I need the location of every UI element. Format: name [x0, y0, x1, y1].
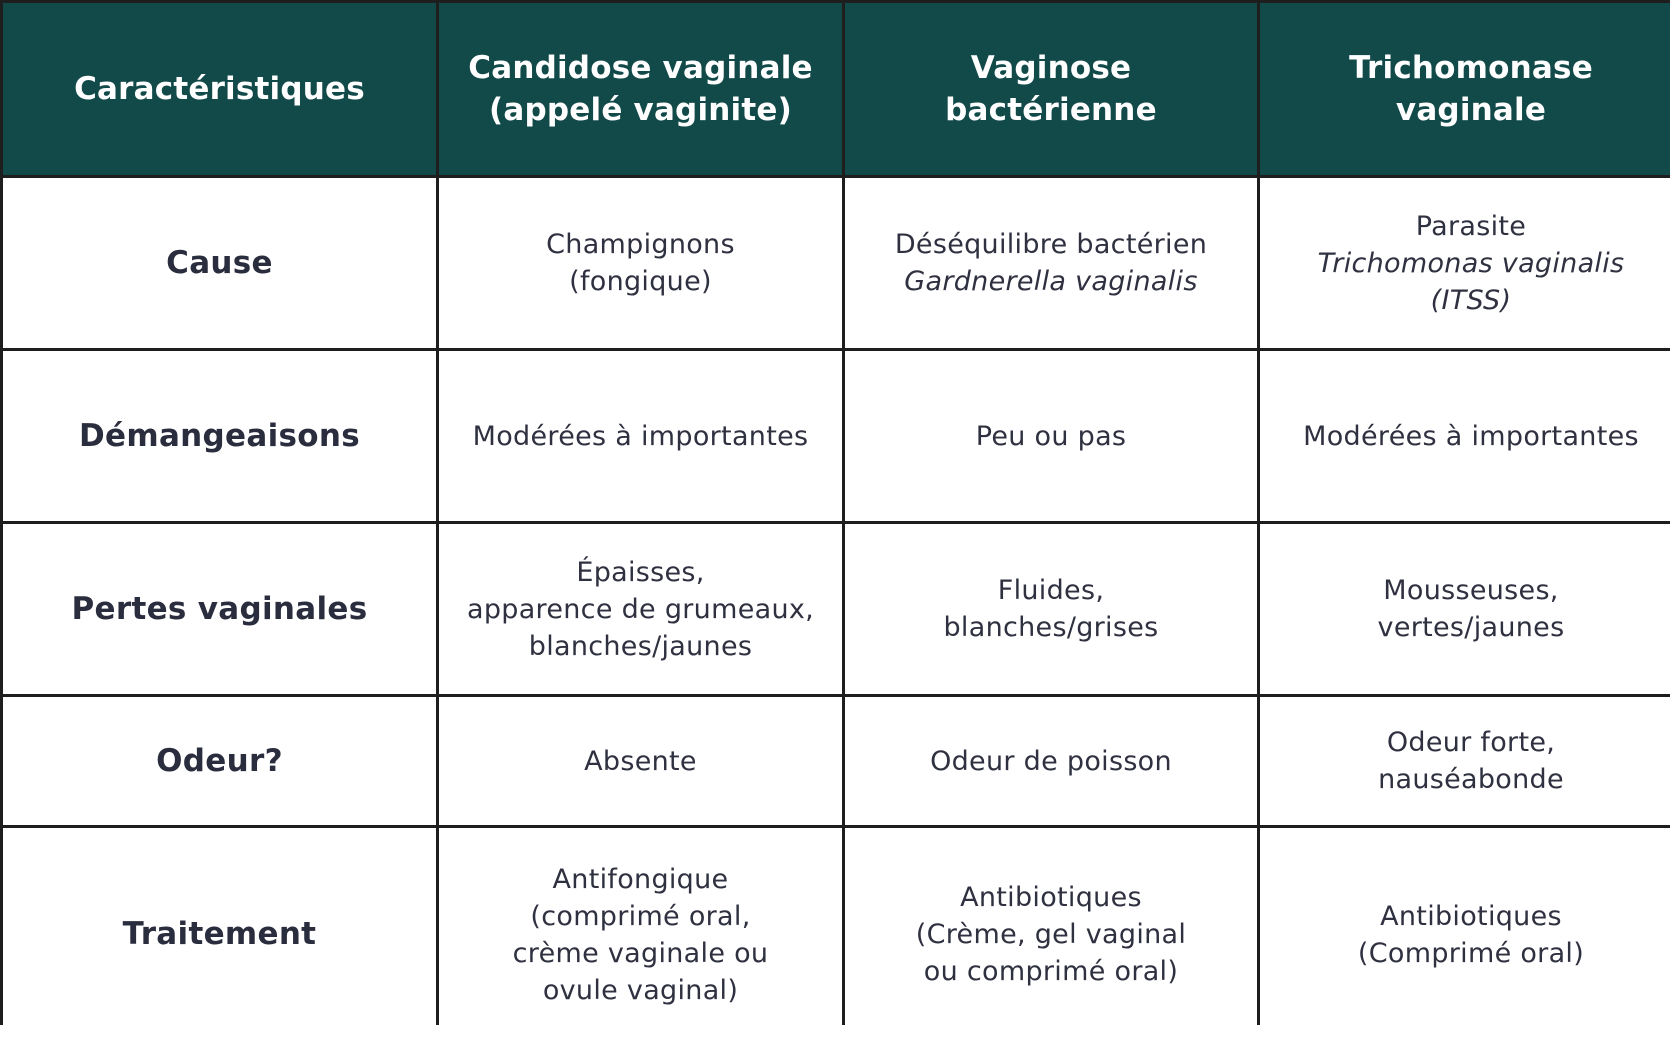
- cell-line: blanches/jaunes: [528, 630, 753, 662]
- cell-line: (Crème, gel vaginal: [915, 919, 1187, 950]
- header-cell-trichomonase: [1260, 3, 1670, 175]
- cell-line: blanches/grises: [943, 612, 1159, 643]
- cell-odeur-trichomonase: [1260, 697, 1670, 825]
- row-label-pertes: [3, 524, 436, 694]
- cell-line: Absente: [584, 745, 697, 777]
- cell-line: Antibiotiques: [1380, 900, 1562, 932]
- cell-line-italic: Gardnerella vaginalis: [904, 266, 1198, 297]
- cell-line: Antifongique: [552, 863, 729, 895]
- row-label-text: Pertes vaginales: [71, 590, 368, 627]
- header-label: Trichomonase vaginale: [1349, 50, 1593, 128]
- cell-cause-trichomonase: [1260, 178, 1670, 348]
- cell-traitement-vaginose: [845, 828, 1257, 1041]
- cell-pertes-trichomonase: [1260, 524, 1670, 694]
- cell-line: nauséabonde: [1378, 764, 1564, 795]
- cell-line-italic: Trichomonas vaginalis: [1317, 247, 1625, 279]
- cell-line: Modérées à importantes: [1303, 420, 1639, 452]
- cell-pertes-candidose: [439, 524, 842, 694]
- cell-traitement-trichomonase: [1260, 828, 1670, 1041]
- cell-line: ou comprimé oral): [923, 956, 1179, 987]
- header-label-line: (appelé vaginite): [489, 92, 792, 128]
- cell-line-italic: (ITSS): [1430, 284, 1512, 316]
- header-label-line: Candidose vaginale: [468, 50, 813, 86]
- cell-odeur-candidose: [439, 697, 842, 825]
- cell-line: vertes/jaunes: [1377, 612, 1565, 643]
- row-label-text: Odeur?: [156, 742, 283, 779]
- cell-line: crème vaginale ou: [512, 937, 769, 969]
- cell-demangeaisons-trichomonase: [1260, 351, 1670, 521]
- row-label-text: Cause: [166, 244, 273, 281]
- cell-cause-candidose: [439, 178, 842, 348]
- cell-line: Épaisses,: [576, 556, 705, 588]
- cell-line: Odeur forte,: [1386, 727, 1556, 758]
- cell-odeur-vaginose: [845, 697, 1257, 825]
- cell-line: Modérées à importantes: [472, 420, 809, 452]
- cell-demangeaisons-candidose: [439, 351, 842, 521]
- row-label-traitement: [3, 828, 436, 1041]
- header-cell-characteristics: [3, 3, 436, 175]
- cell-traitement-candidose: [439, 828, 842, 1041]
- cell-line: (Comprimé oral): [1357, 937, 1585, 969]
- row-label-odeur: [3, 697, 436, 825]
- header-label: Vaginose bactérienne: [945, 50, 1157, 128]
- cell-line: Mousseuses,: [1383, 575, 1559, 606]
- row-label-text: Démangeaisons: [79, 417, 360, 454]
- cell-line: Odeur de poisson: [930, 745, 1172, 777]
- cell-line: Antibiotiques: [960, 882, 1142, 913]
- cell-line: Déséquilibre bactérien: [894, 229, 1208, 260]
- header-cell-vaginose: [845, 3, 1257, 175]
- cell-line: (fongique): [569, 266, 712, 297]
- cell-line: Parasite: [1415, 210, 1527, 242]
- cell-line: apparence de grumeaux,: [466, 593, 815, 625]
- header-cell-candidose: [439, 3, 842, 175]
- cell-cause-vaginose: [845, 178, 1257, 348]
- cell-line: (comprimé oral,: [530, 900, 751, 932]
- cell-demangeaisons-vaginose: [845, 351, 1257, 521]
- cell-line: Fluides,: [997, 575, 1105, 606]
- row-label-cause: [3, 178, 436, 348]
- row-label-demangeaisons: [3, 351, 436, 521]
- header-label: Caractéristiques: [74, 71, 365, 107]
- row-label-text: Traitement: [122, 916, 317, 952]
- cell-line: ovule vaginal): [542, 974, 739, 1006]
- cell-pertes-vaginose: [845, 524, 1257, 694]
- cell-line: Champignons: [546, 229, 735, 260]
- cell-line: Peu ou pas: [975, 420, 1127, 452]
